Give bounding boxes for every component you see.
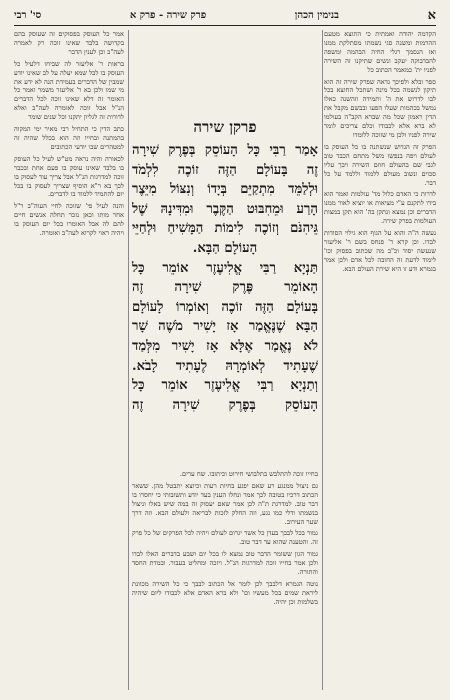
page-letter: א (427, 8, 436, 23)
main-text-line: תַּנְיָא רַבִּי אֱלִיעֶזֶר אוֹמֵר כָּל (132, 260, 318, 276)
main-text-line: זֶה בָּעוֹלָם הַזֶּה זוֹכֶה לִלְמֹד (132, 162, 318, 178)
commentary-paragraph: כתב הדין כי התחיל רבי מאיר ימי המקוה בהמתנה ובחייו וזה הוא בכלל שהיה זה למטהרים שבו יודעי הכתובים (14, 125, 124, 151)
commentary-paragraph: הפרק זה הגדוש שנשתנה בו כל העוסק בו לעולם ויפה בנפשו משל מתחם הכבד טוב לגבי שם בהעולם חוזם השירה ויבך עליו סכוים ונשוב מעולם ללמוד וללמד על כל דבר. (324, 142, 436, 187)
main-text-line: הָעוֹסֵק בְּפֶרֶק שִׁירָה זֶה (132, 397, 318, 413)
header-rule (14, 25, 436, 26)
commentary-paragraph: הקדמה יהודה ואמתית כי התוצא מטעם ההרמות ומשנה סגי נשמתו מסתלקת ממנו ואז הנסמך רגלי החיה הבהמה ומשפה להבדבוקה יעקב ונשים שתיקנו זה השירה לפניו ית' כמאמר הכתוב כל (324, 30, 436, 74)
column-divider-left (128, 30, 129, 690)
commentary-paragraph: נוטה הגמרא דלבבך לכן לומר אל הכתוב לבבך כי כל השירה מכוונת ליראת שמים בכל מעשיו וכו' ולא ברא האדם אלא לכבודו ליום שיהיה בשלמות וכן יהיה. (132, 579, 318, 606)
commentary-paragraph: גמור הגון ששומר הדבר טוב נמצא לו בכל יום ושבע בדברים האלו לבדו ולכן אמר בחייו זוכה למדרגות הנ"ל. ויזכה ומחליט בעבור. ובמדת החסד והתורה. (132, 550, 318, 577)
commentary-bottom-block (132, 470, 318, 690)
main-text-line: הָעוֹלָם הַבָּא. (192, 240, 258, 256)
commentary-paragraph: לכאורה והיה נראה מט"ש לעיל כל העוסק בו בלבד שאינו עוסק בו פעם אחת ובכבר זוכה למדרגות הנ"ל אבל צריך עוד לעסוק בו לכך בא ר"א הוסיף שצריך לעסוק בו בכל יום להתמיד ללמוד בו לדברים. (14, 154, 124, 199)
commentary-left-column (14, 30, 124, 690)
column-divider-right (322, 30, 323, 690)
commentary-paragraph: גם ניצול ממנגע רע שאם יפגע בחיות רעות וכיוצא יתבטל מהן. ששאר הכתוב דרכיו בטובה לכך אמר ונחלו הענין בעד יודע ותשובותי כי יחסרו בו דבר טוב. למדרגת ת"ה לכן אמר שאם יעסוק זה במה שיש באלו וניצול בנשמתו ודלי כמו נגע, וזה החלק לזכות לבריאה ולעולם הבא. וזה דרך שער העירוב. (132, 481, 318, 526)
commentary-paragraph: לדרות כי האדם כלול מד' עולמות ואמר הוא בידו לתקנם ע"י מציאות או יוציא לאור ממנו הדברים וכן נמצא ונתקן בה' הוא תקן במצות העולמות בפרק שירה. (324, 190, 436, 226)
main-text-block (132, 118, 318, 415)
main-title: פרקן שירה (193, 118, 257, 136)
main-text-line: וְתַנְיָא רַבִּי אֱלִיעֶזֶר אוֹמֵר כָּל (132, 378, 318, 394)
main-text-line: גֵּיהִנֹּם וְזוֹכֶה לִימוֹת הַמָּשִׁיחַ וּלְחַיֵּי (132, 221, 318, 237)
main-text-line: הַבָּא שֶׁנֶּאֱמַר אָז יָשִׁיר מֹשֶׁה שָׁר (132, 319, 318, 335)
commentary-paragraph: גמור בכל לבבך בעדן כל אשר יגרום לעולם ויהיה לכל הפרקים של כל פרק זה. והטענה שהוא עד דבר טוב. (132, 529, 318, 547)
main-text-line: לֹא נֶאֱמַר אֶלָּא אָז יָשִׁיר מִלְּמַד (132, 338, 318, 354)
main-text-line: הָאוֹמֵר פֶּרֶק שִׁירָה זֶה (132, 280, 318, 296)
main-text-line: הָרַע וּמֵחִבּוּט הַקֶּבֶר וּמִדִּינָהּ שֶׁל (132, 201, 318, 217)
main-text-line: בָּעוֹלָם הַזֶּה זוֹכֶה וְאוֹמְרוֹ לָעוֹלָם (132, 299, 318, 315)
commentary-paragraph: והנה לעיל פי' שזוכה לחיי העוה"ב ר"ל אחר מותו וכאן נזכר תחלה אנשים חיים להם לה אבל האומרו בכל יום העוסק בו ויהיה ראוי לקרוא לעה"ב ואומרה. (14, 202, 124, 238)
main-text-line: אָמַר רַבִּי כָּל הָעוֹסֵק בְּפֶרֶק שִׁירָה (132, 143, 318, 158)
commentary-paragraph: בחייו זוכה להתלבש בתלבושי חירוט וכיתובו. שח ערים. (179, 470, 318, 478)
page-header (14, 6, 436, 24)
running-title-right: בנימין הכהן (294, 9, 339, 21)
commentary-paragraph: אמר כל העוסק בפסוקים זה שעוסק בהם בקדושה בלבד שאינו זוכה רק לאמרה לעה"ב וכן לענין הדבר (14, 30, 124, 56)
commentary-paragraph: בראות ר' אליעזר לה שביחו דלעיל כל העוסק בו לבל שמא יעלה על לב שאינו יודע שמבין של הדברים בעמידת הנה לא ידע את מי שמו ולכן בא ר' אליעזר משמר ואמר כל האומר זה דלא שאינו זוכה לכל הדברים הנ"ל אבל זוכה לאומרה לעה"ב ואלא לדורות זה לגליון יתקנו וכל שנים שומר (14, 59, 124, 122)
commentary-paragraph: נעשה ה"ה והוא על הגוף הוא גילוי הסודות לבדו. וכן קרא ר' פנחס בשם ר' אליעזר שנעשה יסוד וכ"ב מה שכתוב בפסוק וכו' לימוד לדעת זה החובה לכל אדם ולכן אמר בגמרא ודע זו היא שירת העולם הבא. (324, 229, 436, 273)
main-text-line: וּלְלַמֵּד מִתְקַיֵּם בְּיָדוֹ וְנִצּוֹל מִיֵּצֶר (132, 182, 318, 198)
running-title-left: סי' רבי (14, 9, 42, 21)
main-text-line: שֶׁעָתִיד לְאוֹמְרָהּ לֶעָתִיד לָבֹא. (132, 358, 318, 374)
commentary-paragraph: ספר ובלא ולפיכך גדאה שפרק שירה זה הוא תיקון לנשמה בכל מינה ושתכל החוצא בכל לבו לדרוש את ה' ותמידה וזהשנה כאלו נמשל בכהמות שעלו הפעו ובבשם מקבל את הדין ראמון שכל מה שברא הקב"ה בעולמו לא ברא אלא לכבודו וכלם צריכים לומר שירה לפניו ולכן מי שזוכה ללומדו (324, 77, 436, 139)
running-title-center: פרק שירה - פרק א (129, 9, 207, 21)
commentary-right-column (324, 30, 436, 690)
